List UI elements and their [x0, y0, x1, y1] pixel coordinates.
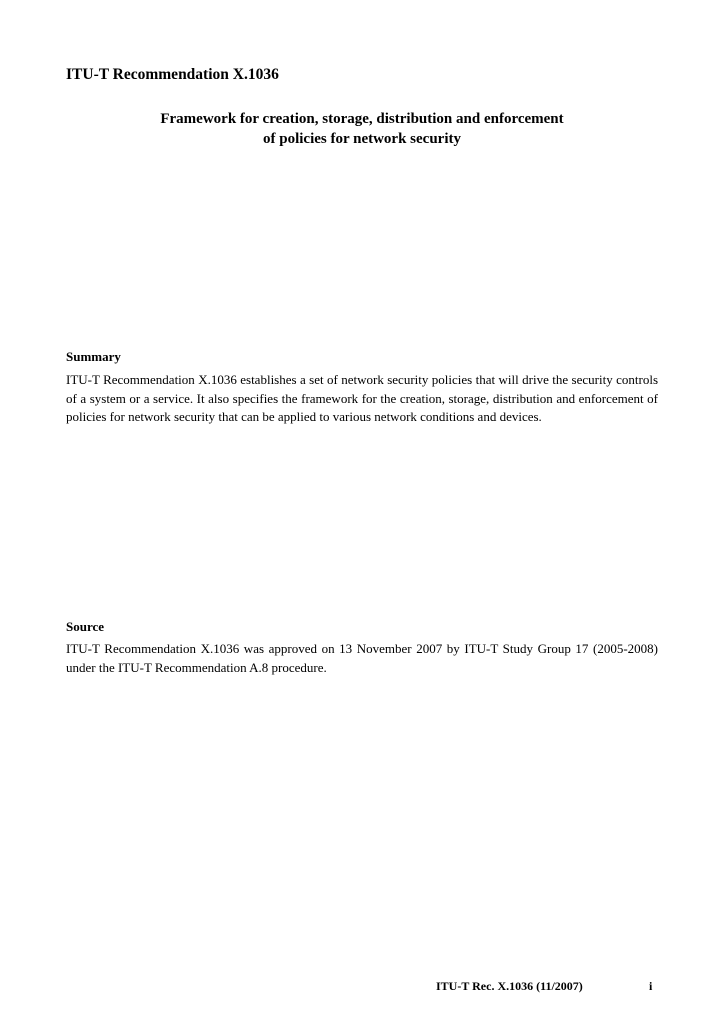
footer-page-number: i — [649, 979, 653, 993]
document-title — [62, 109, 662, 149]
source-body: ITU-T Recommendation X.1036 was approved on 13 November 2007 by ITU-T Study Group 17 (2005-2008) under the ITU-T Recommendation A.8 procedure. — [66, 641, 658, 675]
summary-heading: Summary — [66, 349, 121, 364]
source-heading: Source — [66, 619, 105, 634]
recommendation-title: ITU-T Recommendation X.1036 — [66, 66, 279, 83]
document-title-line-2: of policies for network security — [262, 131, 462, 147]
document-title-line-1: Framework for creation, storage, distribution and enforcement — [160, 111, 564, 127]
summary-body: ITU-T Recommendation X.1036 establishes a set of network security policies that will drive the security controls of a system or a service. It also specifies the framework for the creation, storage, distribution and enforcement of policies for network security that can be applied to various network conditions and devices. — [66, 372, 658, 424]
footer-reference: ITU-T Rec. X.1036 (11/2007) — [436, 979, 583, 993]
